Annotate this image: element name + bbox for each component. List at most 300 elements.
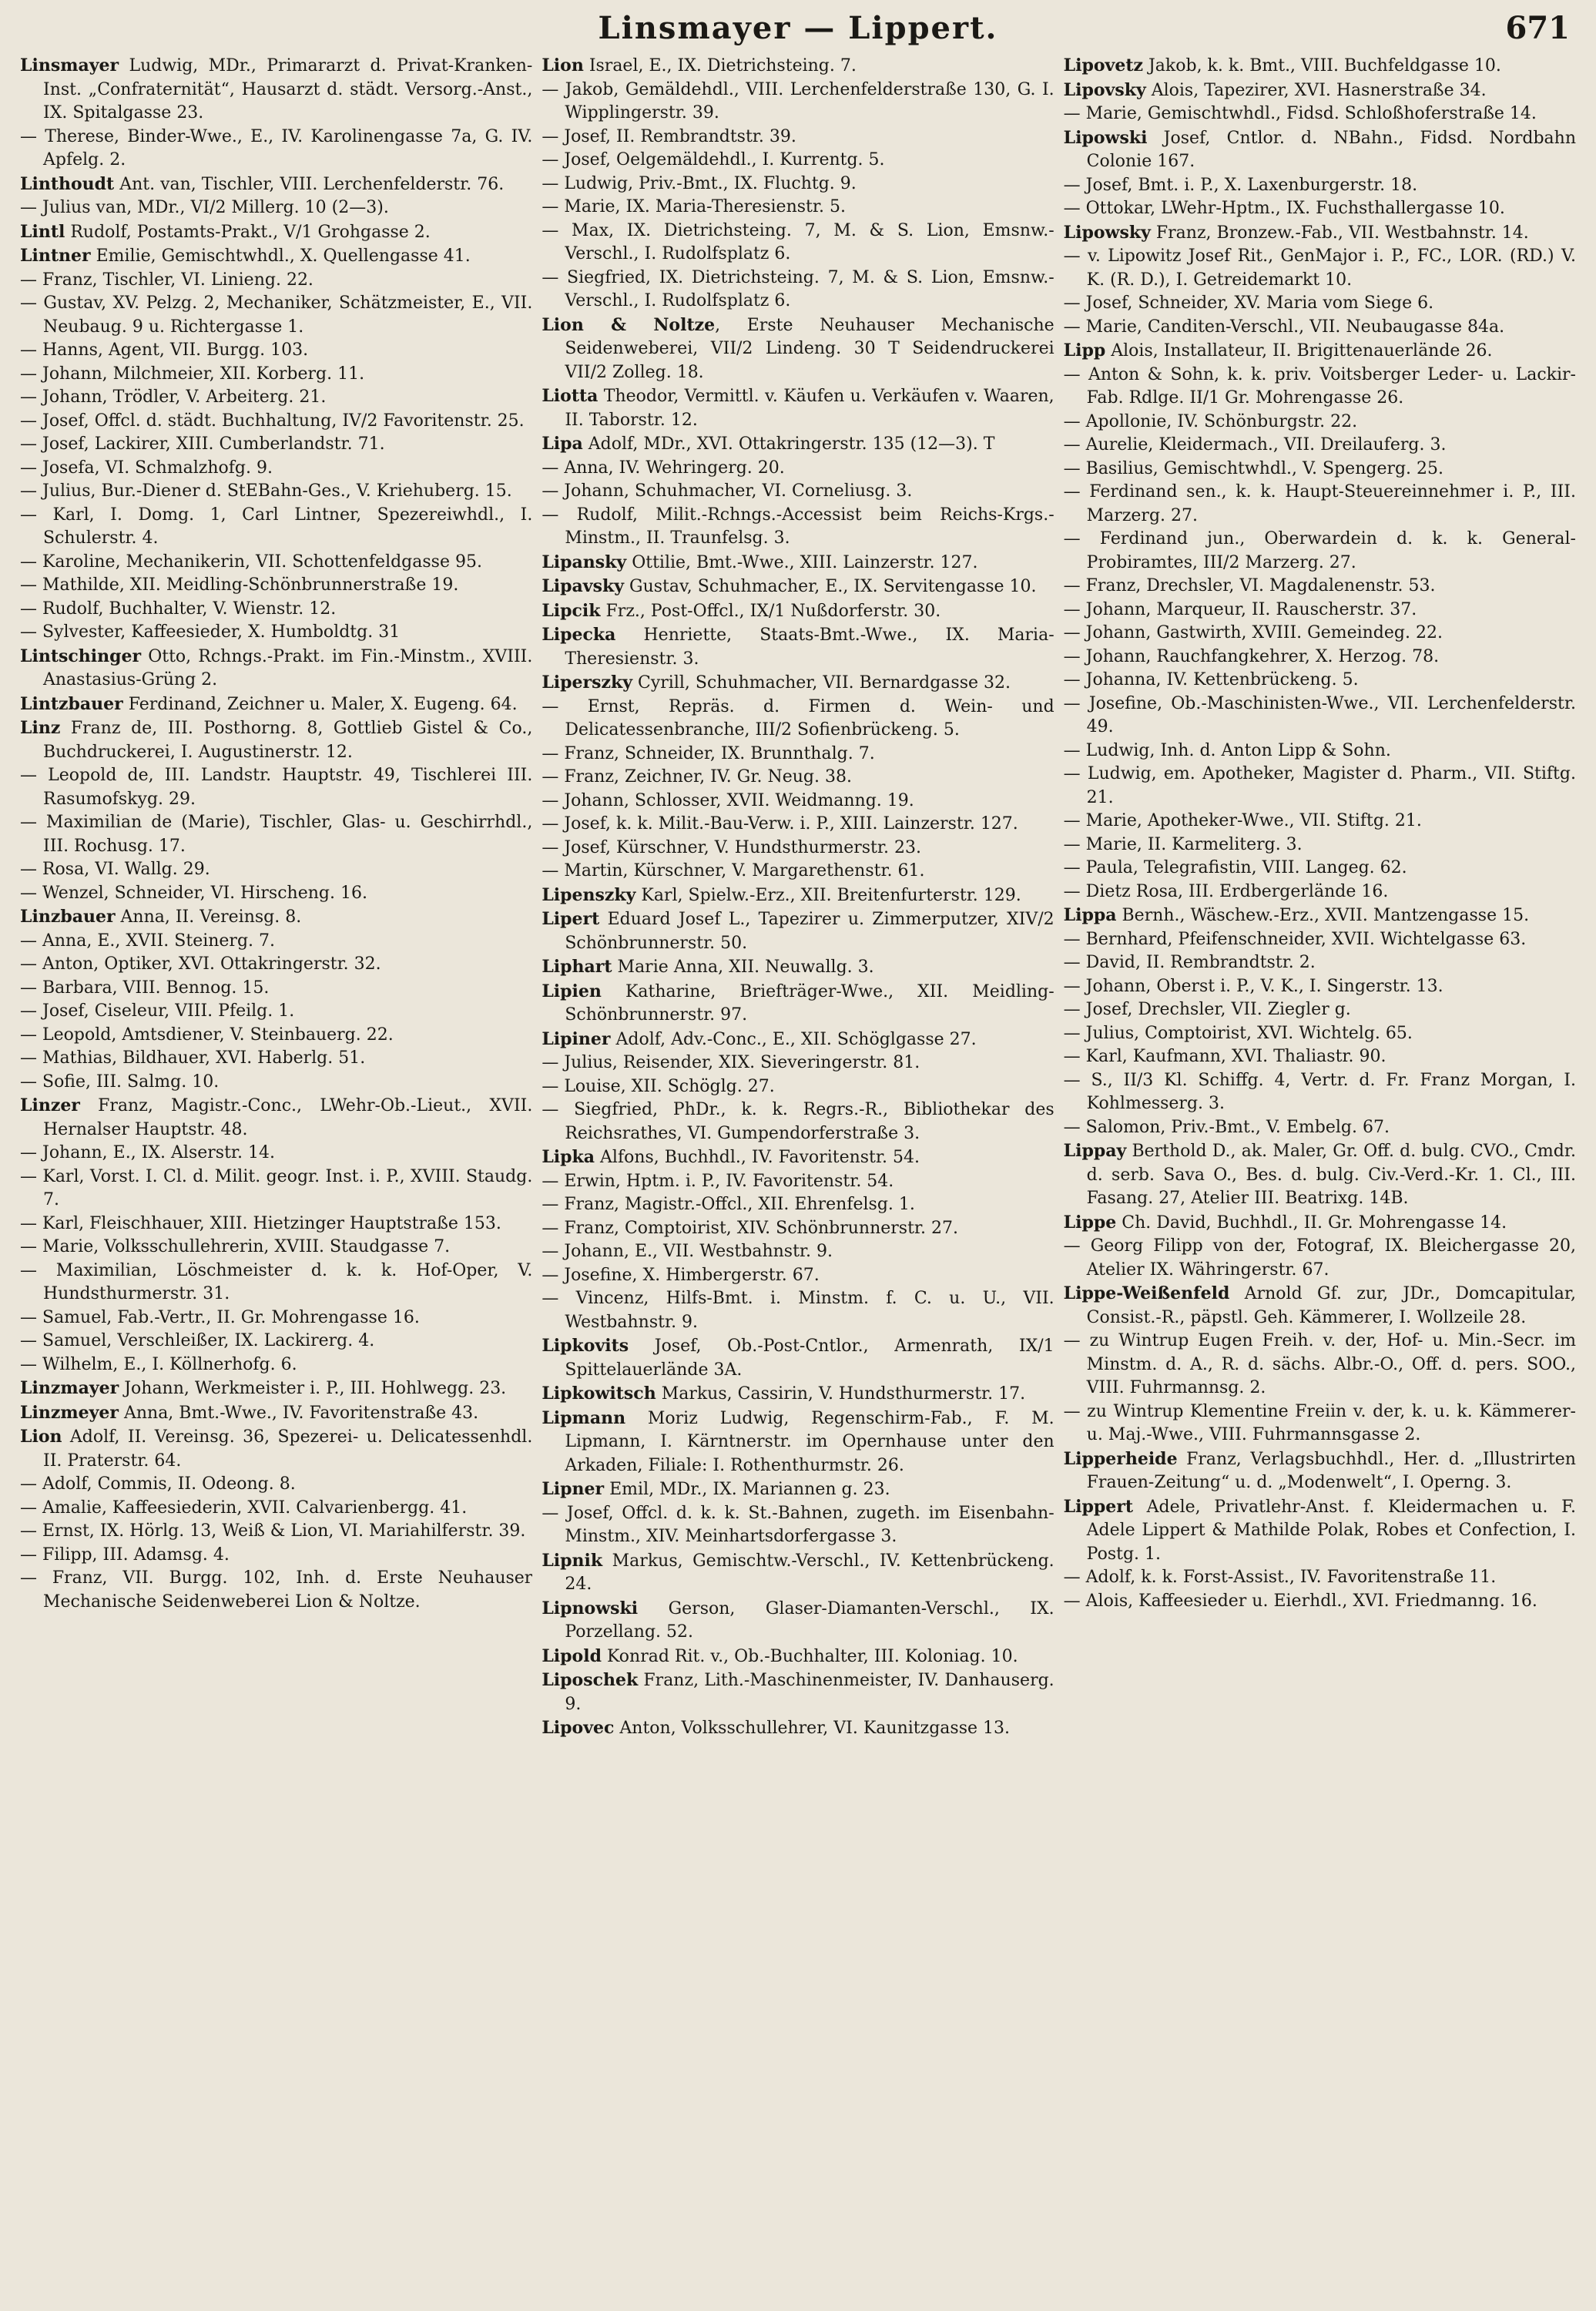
directory-entry: [542, 599, 1054, 624]
entry-text: Josef, Ob.-Post-Cntlor., Armenrath, IX/1 Spittelauerlände 3A.: [565, 1337, 1054, 1380]
directory-entry: [1064, 763, 1576, 810]
directory-entry: [542, 1549, 1054, 1597]
entry-text: — Marie, II. Karmeliterg. 3.: [1063, 834, 1303, 854]
directory-entry: [1064, 1282, 1576, 1330]
entry-surname: Lipold: [542, 1645, 602, 1666]
entry-text: — Mathias, Bildhauer, XVI. Haberlg. 51.: [20, 1048, 366, 1068]
directory-entry: [542, 220, 1054, 267]
entry-surname: Lippay: [1063, 1141, 1127, 1161]
entry-text: — Maximilian, Löschmeister d. k. k. Hof-Oper, V. Hundsthurmerstr. 31.: [20, 1260, 533, 1303]
entry-surname: Lippe-Weißenfeld: [1063, 1283, 1230, 1303]
entry-text: Moriz Ludwig, Regenschirm-Fab., F. M. Lipmann, I. Kärntnerstr. im Opernhause unter den Arkaden, Filiale: I. Rothenthurmstr. 26.: [565, 1408, 1054, 1475]
entry-text: — Johann, Milchmeier, XII. Korberg. 11.: [20, 364, 365, 384]
entry-surname: Lipp: [1063, 340, 1106, 361]
directory-entry: [1064, 364, 1576, 411]
entry-text: — Adolf, k. k. Forst-Assist., IV. Favoritenstraße 11.: [1063, 1568, 1497, 1587]
directory-entry: [20, 1401, 532, 1426]
entry-text: — Johann, Trödler, V. Arbeiterg. 21.: [20, 387, 327, 407]
directory-entry: [1064, 1590, 1576, 1614]
directory-entry: [20, 1000, 532, 1024]
entry-text: Arnold Gf. zur, JDr., Domcapitular, Consist.-R., päpstl. Geh. Kämmerer, I. Wollzeile 28.: [1086, 1284, 1576, 1327]
directory-entry: [20, 1166, 532, 1213]
entry-text: Alois, Tapezirer, XVI. Hasnerstraße 34.: [1145, 80, 1487, 100]
entry-text: — Sylvester, Kaffeesieder, X. Humboldtg. 31: [20, 622, 401, 642]
directory-entry: [20, 1353, 532, 1377]
entry-text: — Ottokar, LWehr-Hptm., IX. Fuchsthallergasse 10.: [1063, 199, 1505, 218]
running-head: Linsmayer — Lippert.: [598, 10, 998, 46]
directory-entry: [1064, 316, 1576, 340]
entry-text: Jakob, k. k. Bmt., VIII. Buchfeldgasse 10.: [1142, 56, 1501, 75]
entry-text: — Anna, IV. Wehringerg. 20.: [542, 458, 785, 478]
entry-text: — Jakob, Gemäldehdl., VIII. Lerchenfelderstraße 130, G. I. Wipplingerstr. 39.: [542, 79, 1054, 122]
entry-text: — Josef, Offcl. d. städt. Buchhaltung, IV/2 Favoritenstr. 25.: [20, 411, 525, 431]
directory-entry: [542, 1170, 1054, 1194]
entry-text: — Franz, Tischler, VI. Linieng. 22.: [20, 270, 314, 290]
entry-text: — Josefa, VI. Schmalzhofg. 9.: [20, 458, 273, 478]
entry-surname: Lipiner: [542, 1028, 611, 1049]
directory-entry: [1064, 1022, 1576, 1046]
entry-text: Cyrill, Schuhmacher, VII. Bernardgasse 32.: [632, 673, 1011, 693]
directory-entry: [1064, 693, 1576, 740]
entry-text: Alois, Installateur, II. Brigittenauerlände 26.: [1105, 341, 1493, 361]
entry-surname: Lintschinger: [20, 646, 142, 666]
directory-entry: [20, 363, 532, 387]
entry-surname: Lipmann: [542, 1407, 626, 1428]
entry-surname: Lipecka: [542, 625, 616, 645]
entry-surname: Lipnik: [542, 1550, 603, 1571]
directory-entry: [20, 292, 532, 339]
directory-entry: [1064, 810, 1576, 834]
directory-entry: [20, 1024, 532, 1048]
entry-text: — Josef, Lackirer, XIII. Cumberlandstr. 71.: [20, 434, 385, 454]
entry-text: — Marie, Gemischtwhdl., Fidsd. Schloßhoferstraße 14.: [1063, 104, 1537, 123]
directory-entry: [542, 1193, 1054, 1217]
entry-text: — Hanns, Agent, VII. Burgg. 103.: [20, 340, 309, 360]
entry-surname: Lipcik: [542, 600, 601, 621]
entry-surname: Lippert: [1063, 1496, 1133, 1517]
directory-entry: [1064, 740, 1576, 763]
directory-entry: [542, 623, 1054, 671]
entry-text: — Julius, Comptoirist, XVI. Wichtelg. 65.: [1063, 1023, 1413, 1043]
directory-entry: [1064, 528, 1576, 575]
entry-text: Eduard Josef L., Tapezirer u. Zimmerputzer, XIV/2 Schönbrunnerstr. 50.: [565, 910, 1054, 953]
directory-entry: [20, 1142, 532, 1166]
entry-surname: Linthoudt: [20, 173, 115, 194]
directory-entry: [20, 621, 532, 645]
directory-entry: [20, 196, 532, 220]
directory-entry: [1064, 575, 1576, 599]
entry-text: — Maximilian de (Marie), Tischler, Glas- u. Geschirrhdl., III. Rochusg. 17.: [20, 813, 533, 856]
directory-entry: [542, 384, 1054, 432]
column-3: [1064, 54, 1576, 2303]
entry-text: — Anton, Optiker, XVI. Ottakringerstr. 32.: [20, 954, 381, 974]
entry-text: Josef, Cntlor. d. NBahn., Fidsd. Nordbahn Colonie 167.: [1086, 128, 1576, 171]
directory-entry: [542, 743, 1054, 766]
directory-entry: [1064, 245, 1576, 292]
directory-entry: [1064, 434, 1576, 458]
entry-text: Rudolf, Postamts-Prakt., V/1 Grohgasse 2.: [65, 222, 431, 242]
directory-entry: [20, 811, 532, 858]
entry-text: — Leopold, Amtsdiener, V. Steinbauerg. 22.: [20, 1025, 394, 1045]
entry-text: — Paula, Telegrafistin, VIII. Langeg. 62.: [1063, 858, 1407, 877]
directory-entry: [20, 645, 532, 693]
entry-text: — Therese, Binder-Wwe., E., IV. Karolinengasse 7a, G. IV. Apfelg. 2.: [20, 126, 533, 169]
directory-entry: [542, 980, 1054, 1028]
entry-text: — Gustav, XV. Pelzg. 2, Mechaniker, Schätzmeister, E., VII. Neubaug. 9 u. Richtergasse 1.: [20, 293, 533, 337]
directory-entry: [542, 766, 1054, 790]
entry-text: — Josef, Schneider, XV. Maria vom Siege 6.: [1063, 293, 1434, 313]
entry-surname: Linzer: [20, 1095, 80, 1115]
entry-text: — Bernhard, Pfeifenschneider, XVII. Wichtelgasse 63.: [1063, 929, 1527, 949]
entry-text: Anton, Volksschullehrer, VI. Kaunitzgasse 13.: [614, 1719, 1010, 1738]
directory-entry: [1064, 126, 1576, 174]
directory-entry: [20, 764, 532, 811]
entry-text: — Johann, E., IX. Alserstr. 14.: [20, 1143, 275, 1162]
directory-entry: [1064, 998, 1576, 1022]
entry-surname: Lipperheide: [1063, 1448, 1178, 1469]
directory-entry: [542, 1217, 1054, 1241]
entry-surname: Lipner: [542, 1479, 605, 1499]
entry-text: Adolf, II. Vereinsg. 36, Spezerei- u. Delicatessenhdl. II. Praterstr. 64.: [43, 1427, 533, 1471]
directory-entry: [542, 837, 1054, 860]
directory-entry: [20, 716, 532, 764]
entry-text: — Alois, Kaffeesieder u. Eierhdl., XVI. Friedmanng. 16.: [1063, 1591, 1537, 1611]
directory-entry: [20, 1425, 532, 1473]
directory-entry: [542, 1145, 1054, 1170]
entry-text: — Dietz Rosa, III. Erdbergerlände 16.: [1063, 881, 1389, 901]
entry-text: — Johann, E., VII. Westbahnstr. 9.: [542, 1242, 833, 1261]
directory-entry: [20, 905, 532, 930]
directory-entry: [1064, 1495, 1576, 1567]
entry-text: — Sofie, III. Salmg. 10.: [20, 1072, 220, 1092]
entry-text: — Karl, Kaufmann, XVI. Thaliastr. 90.: [1063, 1047, 1386, 1066]
entry-text: — Johann, Schuhmacher, VI. Corneliusg. 3.: [542, 481, 913, 501]
entry-text: Adolf, MDr., XVI. Ottakringerstr. 135 (12—3). T: [582, 434, 995, 454]
entry-text: Ottilie, Bmt.-Wwe., XIII. Lainzerstr. 127.: [626, 552, 978, 572]
directory-entry: [542, 790, 1054, 813]
entry-text: — Johann, Oberst i. P., V. K., I. Singerstr. 13.: [1063, 976, 1443, 996]
entry-text: — zu Wintrup Eugen Freih. v. der, Hof- u. Min.-Secr. im Minstm. d. A., R. d. sächs. Albr.-O., Off. d. pers. SOO., VIII. Fuhrmannsg. 2.: [1063, 1331, 1576, 1397]
entry-text: — Rudolf, Milit.-Rchngs.-Accessist beim Reichs-Krgs.-Minstm., II. Traunfelsg. 3.: [542, 505, 1054, 548]
directory-entry: [20, 433, 532, 457]
directory-entry: [20, 953, 532, 977]
entry-surname: Lion: [20, 1427, 62, 1447]
entry-text: — Josef, Ciseleur, VIII. Pfeilg. 1.: [20, 1001, 295, 1021]
directory-entry: [542, 1645, 1054, 1669]
directory-entry: [1064, 975, 1576, 999]
directory-entry: [20, 1497, 532, 1521]
entry-text: — Salomon, Priv.-Bmt., V. Embelg. 67.: [1063, 1117, 1390, 1137]
directory-entry: [542, 860, 1054, 884]
directory-entry: [542, 1597, 1054, 1645]
directory-entry: [20, 1330, 532, 1353]
entry-text: Markus, Cassirin, V. Hundsthurmerstr. 17.: [656, 1384, 1026, 1404]
entry-text: Marie Anna, XII. Neuwallg. 3.: [612, 958, 874, 977]
entry-surname: Linzmayer: [20, 1378, 119, 1398]
directory-entry: [1064, 174, 1576, 198]
entry-text: — Vincenz, Hilfs-Bmt. i. Minstm. f. C. u. U., VII. Westbahnstr. 9.: [542, 1289, 1054, 1332]
directory-entry: [542, 1052, 1054, 1075]
directory-entry: [20, 882, 532, 906]
directory-entry: [542, 1028, 1054, 1052]
directory-entry: [1064, 292, 1576, 316]
entry-text: Gerson, Glaser-Diamanten-Verschl., IX. Porzellang. 52.: [565, 1598, 1054, 1642]
entry-text: Ludwig, MDr., Primararzt d. Privat-Kranken-Inst. „Confraternität“, Hausarzt d. städt. Versorg.-Anst., IX. Spitalgasse 23.: [43, 56, 533, 122]
directory-entry: [20, 858, 532, 882]
entry-text: — Marie, Volksschullehrerin, XVIII. Staudgasse 7.: [20, 1237, 451, 1256]
entry-text: — Anton & Sohn, k. k. priv. Voitsberger Leder- u. Lackir-Fab. Rdlge. II/1 Gr. Mohrengasse 26.: [1063, 364, 1576, 408]
entry-text: Ant. van, Tischler, VIII. Lerchenfelderstr. 76.: [114, 174, 505, 194]
entry-text: — Ludwig, Inh. d. Anton Lipp & Sohn.: [1063, 740, 1391, 760]
entry-text: — Ferdinand sen., k. k. Haupt-Steuereinnehmer i. P., III. Marzerg. 27.: [1063, 482, 1576, 525]
entry-text: — Wenzel, Schneider, VI. Hirscheng. 16.: [20, 883, 367, 903]
entry-surname: Lion & Noltze: [542, 314, 716, 335]
entry-text: — Marie, Apotheker-Wwe., VII. Stiftg. 21.: [1063, 811, 1422, 830]
entry-text: Emilie, Gemischtwhdl., X. Quellengasse 41.: [90, 247, 471, 266]
directory-entry: [1064, 1566, 1576, 1590]
entry-surname: Lintner: [20, 246, 91, 266]
entry-text: — Ernst, IX. Hörlg. 13, Weiß & Lion, VI. Mariahilferstr. 39.: [20, 1521, 526, 1541]
entry-surname: Lion: [542, 55, 584, 75]
directory-entry: [20, 1306, 532, 1330]
directory-entry: [1064, 646, 1576, 669]
entry-text: — Samuel, Verschleißer, IX. Lackirerg. 4.: [20, 1331, 375, 1350]
directory-entry: [1064, 481, 1576, 528]
entry-text: — Franz, Drechsler, VI. Magdalenenstr. 53.: [1063, 576, 1436, 595]
entry-text: — Josef, Offcl. d. k. k. St.-Bahnen, zugeth. im Eisenbahn-Minstm., XIV. Meinhartsdorfergasse 3.: [542, 1503, 1054, 1546]
entry-surname: Lipkovits: [542, 1336, 629, 1356]
directory-entry: [20, 54, 532, 126]
directory-entry: [1064, 197, 1576, 221]
directory-entry: [20, 269, 532, 293]
entry-text: — Filipp, III. Adamsg. 4.: [20, 1545, 230, 1565]
entry-text: — Franz, Magistr.-Offcl., XII. Ehrenfelsg. 1.: [542, 1195, 915, 1214]
entry-surname: Liposchek: [542, 1670, 639, 1690]
directory-entry: [542, 1334, 1054, 1382]
entry-text: — Barbara, VIII. Bennog. 15.: [20, 978, 270, 998]
entry-text: — Johann, Marqueur, II. Rauscherstr. 37.: [1063, 599, 1417, 619]
entry-text: Frz., Post-Offcl., IX/1 Nußdorferstr. 30.: [600, 601, 941, 621]
directory-entry: [20, 1236, 532, 1259]
directory-entry: [1064, 1139, 1576, 1211]
entry-text: — Ludwig, em. Apotheker, Magister d. Pharm., VII. Stiftg. 21.: [1063, 764, 1576, 807]
entry-text: Israel, E., IX. Dietrichsteing. 7.: [583, 56, 857, 75]
entry-surname: Lipa: [542, 434, 583, 454]
entry-text: — Rosa, VI. Wallg. 29.: [20, 860, 210, 879]
entry-text: — zu Wintrup Klementine Freiin v. der, k. u. k. Kämmerer- u. Maj.-Wwe., VIII. Fuhrmannsgasse 2.: [1063, 1401, 1576, 1444]
entry-text: — Franz, Zeichner, IV. Gr. Neug. 38.: [542, 767, 852, 787]
entry-text: Berthold D., ak. Maler, Gr. Off. d. bulg. CVO., Cmdr. d. serb. Sava O., Bes. d. bulg. Civ.-Verd.-Kr. 1. Cl., III. Fasang. 27, Atelier III. Beatrixg. 14B.: [1086, 1142, 1576, 1208]
directory-entry: [1064, 54, 1576, 79]
entry-text: — Basilius, Gemischtwhdl., V. Spengerg. 25.: [1063, 458, 1444, 478]
directory-entry: [20, 977, 532, 1001]
directory-entry: [1064, 1045, 1576, 1069]
entry-text: — Josef, Drechsler, VII. Ziegler g.: [1063, 1000, 1351, 1019]
entry-text: Franz de, III. Posthorng. 8, Gottlieb Gistel & Co., Buchdruckerei, I. Augustinerstr. 12.: [43, 719, 533, 762]
entry-surname: Lipkowitsch: [542, 1384, 656, 1404]
column-2: [542, 54, 1054, 2303]
directory-entry: [542, 267, 1054, 314]
directory-entry: [20, 480, 532, 504]
entry-text: — Max, IX. Dietrichsteing. 7, M. & S. Lion, Emsnw.-Verschl., I. Rudolfsplatz 6.: [542, 220, 1054, 263]
entry-text: — Julius van, MDr., VI/2 Millerg. 10 (2—3).: [20, 198, 389, 217]
entry-text: Franz, Magistr.-Conc., LWehr-Ob.-Lieut., XVII. Hernalser Hauptstr. 48.: [43, 1096, 533, 1139]
directory-entry: [542, 480, 1054, 504]
directory-entry: [20, 930, 532, 954]
entry-text: Adolf, Adv.-Conc., E., XII. Schöglgasse 27.: [610, 1029, 977, 1049]
directory-entry: [20, 504, 532, 551]
directory-entry: [1064, 221, 1576, 246]
entry-surname: Lipovec: [542, 1718, 615, 1738]
entry-text: — Franz, VII. Burgg. 102, Inh. d. Erste Neuhauser Mechanische Seidenweberei Lion & Noltze.: [20, 1568, 533, 1612]
entry-text: Franz, Lith.-Maschinenmeister, IV. Danhauserg. 9.: [565, 1671, 1054, 1714]
directory-entry: [1064, 79, 1576, 103]
directory-entry: [1064, 1330, 1576, 1400]
column-1: [20, 54, 532, 2303]
directory-entry: [1064, 904, 1576, 928]
entry-text: — Josef, II. Rembrandtstr. 39.: [542, 126, 796, 146]
directory-entry: [542, 504, 1054, 551]
directory-entry: [542, 884, 1054, 908]
entry-text: — Johanna, IV. Kettenbrückeng. 5.: [1063, 670, 1359, 689]
entry-text: Katharine, Briefträger-Wwe., XII. Meidling-Schönbrunnerstr. 97.: [565, 981, 1054, 1025]
entry-text: — Ferdinand jun., Oberwardein d. k. k. General-Probiramtes, III/2 Marzerg. 27.: [1063, 529, 1576, 572]
entry-surname: Lintl: [20, 221, 65, 242]
directory-entry: [542, 1240, 1054, 1264]
entry-text: — Josefine, Ob.-Maschinisten-Wwe., VII. Lerchenfelderstr. 49.: [1063, 693, 1576, 736]
directory-entry: [542, 126, 1054, 149]
directory-entry: [542, 149, 1054, 173]
entry-text: Ferdinand, Zeichner u. Maler, X. Eugeng. 64.: [122, 694, 518, 714]
directory-entry: [20, 1473, 532, 1497]
directory-entry: [1064, 1400, 1576, 1447]
entry-text: Franz, Verlagsbuchhdl., Her. d. „Illustrirten Frauen-Zeitung“ u. d. „Modenwelt“, I. Operng. 3.: [1086, 1449, 1576, 1492]
entry-text: — Samuel, Fab.-Vertr., II. Gr. Mohrengasse 16.: [20, 1307, 420, 1327]
entry-text: — Julius, Reisender, XIX. Sieveringerstr. 81.: [542, 1053, 920, 1072]
entry-surname: Lipien: [542, 981, 602, 1001]
entry-surname: Lippa: [1063, 905, 1117, 925]
entry-text: — Marie, Canditen-Verschl., VII. Neubaugasse 84a.: [1063, 317, 1505, 337]
entry-text: Anna, Bmt.-Wwe., IV. Favoritenstraße 43.: [118, 1403, 479, 1423]
entry-text: — Rudolf, Buchhalter, V. Wienstr. 12.: [20, 599, 337, 619]
entry-text: — Josef, Kürschner, V. Hundsthurmerstr. 23.: [542, 837, 921, 857]
entry-text: — Amalie, Kaffeesiederin, XVII. Calvarienbergg. 41.: [20, 1498, 468, 1518]
directory-entry: [20, 1094, 532, 1142]
directory-entry: [20, 598, 532, 622]
directory-entry: [20, 244, 532, 269]
directory-entry: [20, 410, 532, 434]
directory-entry: [1064, 834, 1576, 857]
directory-entry: [542, 196, 1054, 220]
entry-text: — Franz, Schneider, IX. Brunnthalg. 7.: [542, 743, 875, 763]
entry-surname: Linzbauer: [20, 907, 116, 927]
directory-entry: [542, 314, 1054, 385]
entry-text: Ch. David, Buchhdl., II. Gr. Mohrengasse 14.: [1116, 1213, 1507, 1233]
directory-entry: [1064, 857, 1576, 880]
entry-text: — Martin, Kürschner, V. Margarethenstr. 61.: [542, 861, 925, 880]
directory-entry: [542, 575, 1054, 599]
entry-text: — Marie, IX. Maria-Theresienstr. 5.: [542, 197, 846, 216]
directory-entry: [542, 696, 1054, 743]
entry-text: Konrad Rit. v., Ob.-Buchhalter, III. Koloniag. 10.: [601, 1646, 1018, 1666]
entry-surname: Liotta: [542, 386, 598, 406]
directory-entry: [20, 126, 532, 173]
entry-text: Emil, MDr., IX. Mariannen g. 23.: [604, 1480, 890, 1499]
directory-entry: [542, 1287, 1054, 1334]
directory-entry: [1064, 1211, 1576, 1236]
directory-entry: [20, 173, 532, 197]
entry-text: — Siegfried, IX. Dietrichsteing. 7, M. & S. Lion, Emsnw.-Verschl., I. Rudolfsplatz 6.: [542, 267, 1054, 310]
directory-entry: [542, 1075, 1054, 1099]
entry-surname: Lipnowski: [542, 1598, 639, 1618]
directory-entry: [1064, 411, 1576, 434]
entry-text: — Erwin, Hptm. i. P., IV. Favoritenstr. 54.: [542, 1171, 894, 1191]
entry-text: — Johann, Rauchfangkehrer, X. Herzog. 78.: [1063, 646, 1440, 666]
entry-text: — Apollonie, IV. Schönburgstr. 22.: [1063, 411, 1358, 431]
entry-surname: Lipenszky: [542, 884, 636, 905]
entry-surname: Liperszky: [542, 673, 633, 693]
directory-entry: [20, 1544, 532, 1568]
entry-text: — Karl, Fleischhauer, XIII. Hietzinger Hauptstraße 153.: [20, 1213, 501, 1233]
directory-entry: [542, 1669, 1054, 1716]
page-header: [20, 6, 1576, 51]
entry-surname: Lipowsky: [1063, 222, 1151, 243]
entry-text: — Karoline, Mechanikerin, VII. Schottenfeldgasse 95.: [20, 552, 482, 572]
directory-entry: [20, 1520, 532, 1544]
directory-entry: [542, 551, 1054, 575]
directory-entry: [1064, 880, 1576, 904]
directory-entry: [542, 173, 1054, 196]
directory-entry: [20, 1047, 532, 1071]
directory-entry: [1064, 622, 1576, 646]
entry-text: — Karl, Vorst. I. Cl. d. Milit. geogr. Inst. i. P., XVIII. Staudg. 7.: [20, 1166, 533, 1209]
entry-text: Johann, Werkmeister i. P., III. Hohlwegg. 23.: [119, 1379, 507, 1398]
entry-text: — Josef, Bmt. i. P., X. Laxenburgerstr. 18.: [1063, 175, 1418, 195]
columns: [20, 54, 1576, 2303]
directory-entry: [1064, 1069, 1576, 1116]
directory-entry: [542, 54, 1054, 79]
directory-entry: [1064, 458, 1576, 481]
directory-entry: [20, 1259, 532, 1306]
entry-text: Otto, Rchngs.-Prakt. im Fin.-Minstm., XVIII. Anastasius-Grüng 2.: [43, 646, 533, 689]
entry-text: — Ernst, Repräs. d. Firmen d. Wein- und Delicatessenbranche, III/2 Sofienbrückeng. 5.: [542, 696, 1054, 740]
entry-text: Anna, II. Vereinsg. 8.: [115, 907, 302, 927]
entry-text: — Johann, Gastwirth, XVIII. Gemeindeg. 22.: [1063, 623, 1443, 642]
entry-surname: Lipansky: [542, 552, 627, 572]
directory-entry: [542, 1477, 1054, 1502]
entry-text: Theodor, Vermittl. v. Käufen u. Verkäufen v. Waaren, II. Taborstr. 12.: [565, 387, 1054, 430]
entry-text: Franz, Bronzew.-Fab., VII. Westbahnstr. 14.: [1150, 223, 1529, 243]
entry-text: — Josef, k. k. Milit.-Bau-Verw. i. P., XIII. Lainzerstr. 127.: [542, 814, 1018, 834]
entry-text: — Karl, I. Domg. 1, Carl Lintner, Spezereiwhdl., I. Schulerstr. 4.: [20, 505, 533, 548]
directory-entry: [20, 457, 532, 481]
directory-entry: [20, 1071, 532, 1095]
directory-entry: [1064, 339, 1576, 364]
entry-text: — David, II. Rembrandtstr. 2.: [1063, 953, 1316, 972]
entry-text: Adele, Privatlehr-Anst. f. Kleidermachen u. F. Adele Lippert & Mathilde Polak, Robes et Confection, I. Postg. 1.: [1086, 1497, 1576, 1564]
entry-text: — Franz, Comptoirist, XIV. Schönbrunnerstr. 27.: [542, 1218, 958, 1238]
directory-entry: [20, 1213, 532, 1236]
directory-entry: [20, 220, 532, 245]
entry-surname: Lipka: [542, 1147, 595, 1167]
entry-text: Markus, Gemischtw.-Verschl., IV. Kettenbrückeng. 24.: [565, 1551, 1054, 1594]
page-number: 671: [1505, 10, 1570, 46]
entry-text: — Josef, Oelgemäldehdl., I. Kurrentg. 5.: [542, 150, 885, 169]
directory-entry: [1064, 1235, 1576, 1282]
entry-text: — Louise, XII. Schöglg. 27.: [542, 1076, 775, 1096]
directory-entry: [1064, 951, 1576, 975]
entry-text: — Aurelie, Kleidermach., VII. Dreilauferg. 3.: [1063, 435, 1447, 454]
